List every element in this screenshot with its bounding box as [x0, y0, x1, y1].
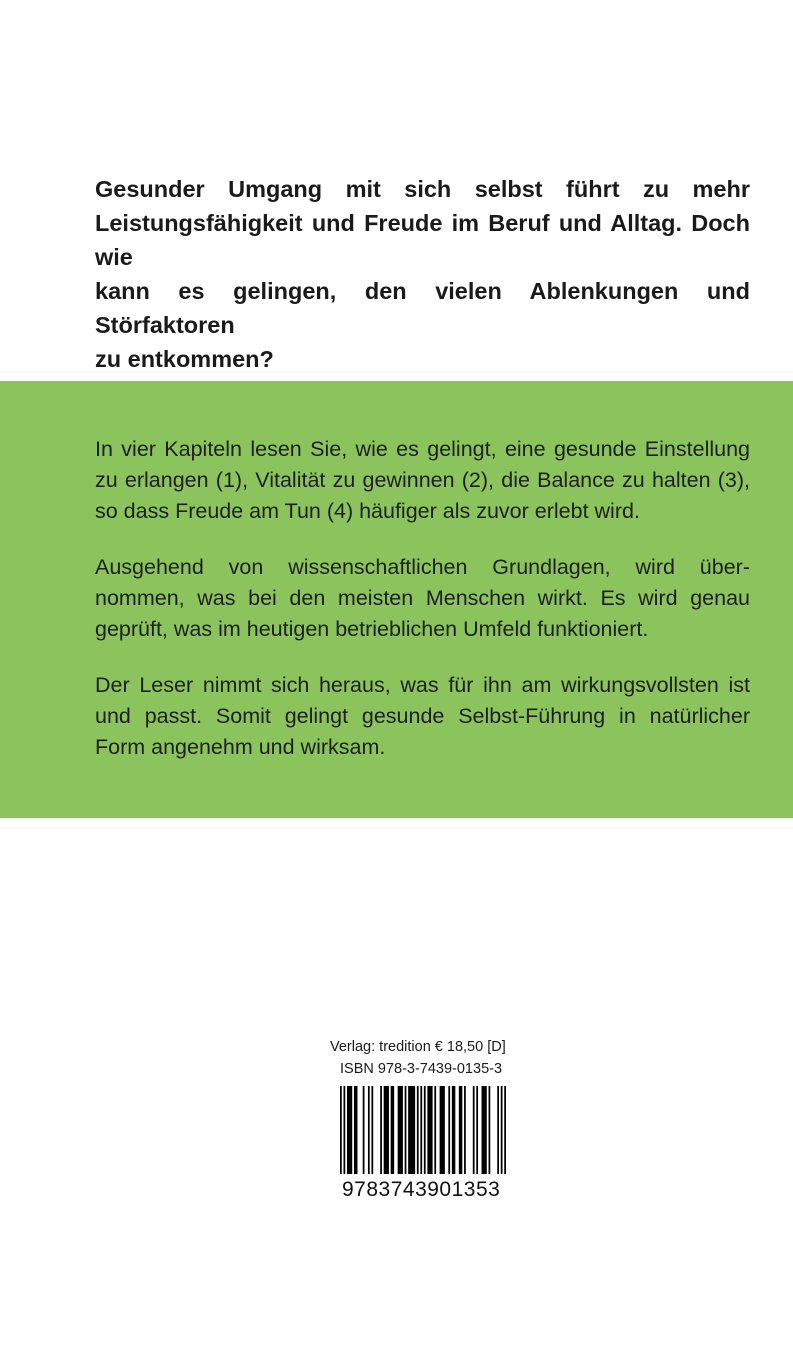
intro-line: Gesunder Umgang mit sich selbst führt zu mehr	[95, 176, 750, 202]
paragraph-line: In vier Kapiteln lesen Sie, wie es gelingt, eine gesunde Einstellung	[95, 437, 750, 461]
paragraph-line: Ausgehend von wissenschaftlichen Grundlagen, wird über-	[95, 555, 750, 579]
barcode-bar	[427, 1086, 432, 1174]
barcode-bar	[501, 1086, 503, 1174]
barcode-bar	[380, 1086, 382, 1174]
barcode-bar	[459, 1086, 462, 1174]
isbn-label: ISBN 978-3-7439-0135-3	[340, 1061, 503, 1077]
paragraph-line: zu erlangen (1), Vitalität zu gewinnen (2), die Balance zu halten (3),	[95, 468, 750, 492]
barcode-bar	[368, 1086, 370, 1174]
barcode-bar	[497, 1086, 499, 1174]
barcode-bar	[424, 1086, 426, 1174]
barcode-bar	[440, 1086, 445, 1174]
barcode-block	[330, 1036, 520, 1202]
paragraph-line: geprüft, was im heutigen betrieblichen Umfeld funktioniert.	[95, 617, 649, 641]
barcode-bar	[347, 1086, 352, 1174]
barcode-bar	[363, 1086, 365, 1174]
barcode-icon	[340, 1086, 506, 1174]
description-paragraph-2	[95, 552, 750, 645]
paragraph-line: Form angenehm und wirksam.	[95, 735, 386, 759]
intro-line: Leistungsfähigkeit und Freude im Beruf und Alltag. Doch wie	[95, 210, 750, 270]
barcode-bar	[354, 1086, 357, 1174]
description-paragraph-3	[95, 670, 750, 763]
barcode-bar	[391, 1086, 394, 1174]
barcode-bar	[343, 1086, 345, 1174]
barcode-bar	[452, 1086, 455, 1174]
barcode-bar	[340, 1086, 342, 1174]
barcode-bar	[504, 1086, 506, 1174]
barcode-bar	[464, 1086, 466, 1174]
paragraph-line: und passt. Somit gelingt gesunde Selbst-Führung in natürlicher	[95, 704, 750, 728]
intro-line: zu entkommen?	[95, 346, 274, 372]
barcode-digits: 9783743901353	[342, 1178, 501, 1201]
paragraph-line: Der Leser nimmt sich heraus, was für ihn am wirkungsvollsten ist	[95, 673, 750, 697]
barcode-bar	[482, 1086, 487, 1174]
intro-text	[95, 172, 750, 376]
barcode-bar	[384, 1086, 389, 1174]
barcode-bar	[371, 1086, 373, 1174]
barcode-bar	[434, 1086, 436, 1174]
barcode-bar	[398, 1086, 403, 1174]
barcode-bar	[420, 1086, 422, 1174]
paragraph-line: so dass Freude am Tun (4) häufiger als zuvor erlebt wird.	[95, 499, 640, 523]
publisher-price: Verlag: tredition € 18,50 [D]	[330, 1039, 506, 1055]
barcode-bar	[417, 1086, 419, 1174]
barcode-bar	[476, 1086, 478, 1174]
barcode-bar	[473, 1086, 475, 1174]
intro-line: kann es gelingen, den vielen Ablenkungen und Störfaktoren	[95, 278, 750, 338]
description-paragraph-1	[95, 434, 750, 527]
paragraph-line: nommen, was bei den meisten Menschen wirkt. Es wird genau	[95, 586, 750, 610]
barcode-bar	[489, 1086, 491, 1174]
barcode-bar	[408, 1086, 415, 1174]
barcode-bar	[448, 1086, 450, 1174]
barcode-bar	[405, 1086, 407, 1174]
